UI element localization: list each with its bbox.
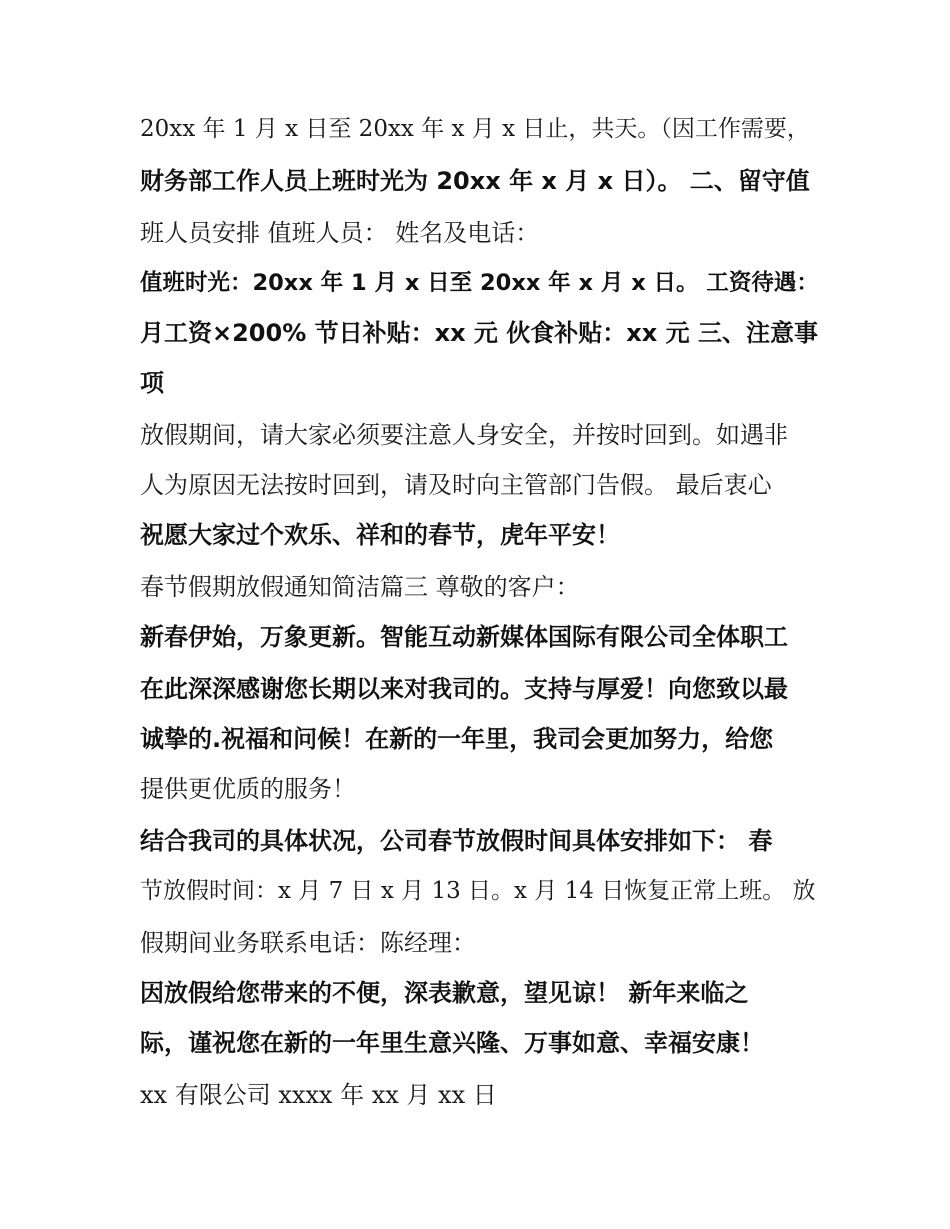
text-line: xx 有限公司 xxxx 年 xx 月 xx 日	[140, 1081, 497, 1109]
text-line: 祝愿大家过个欢乐、祥和的春节，虎年平安！	[140, 521, 620, 549]
text-line: 结合我司的具体状况，公司春节放假时间具体安排如下： 春	[140, 827, 773, 855]
text-line: 月工资×200% 节日补贴：xx 元 伙食补贴：xx 元 三、注意事	[140, 319, 818, 347]
text-line: 20xx 年 1 月 x 日至 20xx 年 x 月 x 日止，共天。（因工作需要，	[140, 116, 810, 142]
text-line: 放假期间，请大家必须要注意人身安全，并按时回到。如遇非	[140, 421, 788, 449]
text-line: 假期间业务联系电话：陈经理：	[140, 929, 476, 957]
text-line: 人为原因无法按时回到，请及时向主管部门告假。 最后衷心	[140, 471, 772, 499]
text-line: 节放假时间：x 月 7 日 x 月 13 日。x 月 14 日恢复正常上班。 放	[140, 878, 816, 904]
text-line: 班人员安排 值班人员： 姓名及电话：	[140, 219, 540, 247]
text-line: 因放假给您带来的不便，深表歉意，望见谅！ 新年来临之	[140, 979, 749, 1007]
text-line: 际，谨祝您在新的一年里生意兴隆、万事如意、幸福安康！	[140, 1029, 764, 1057]
text-line: 春节假期放假通知简洁篇三 尊敬的客户：	[140, 573, 580, 601]
text-line: 诚挚的.祝福和问候！在新的一年里，我司会更加努力，给您	[140, 725, 774, 753]
text-line: 值班时光：20xx 年 1 月 x 日至 20xx 年 x 月 x 日。 工资待遇：	[140, 270, 819, 296]
text-line: 在此深深感谢您长期以来对我司的。支持与厚爱！向您致以最	[140, 675, 788, 703]
text-line: 新春伊始，万象更新。智能互动新媒体国际有限公司全体职工	[140, 623, 788, 651]
text-line: 项	[140, 369, 164, 397]
text-line: 提供更优质的服务！	[140, 775, 356, 803]
text-line: 财务部工作人员上班时光为 20xx 年 x 月 x 日）。 二、留守值	[140, 167, 810, 195]
